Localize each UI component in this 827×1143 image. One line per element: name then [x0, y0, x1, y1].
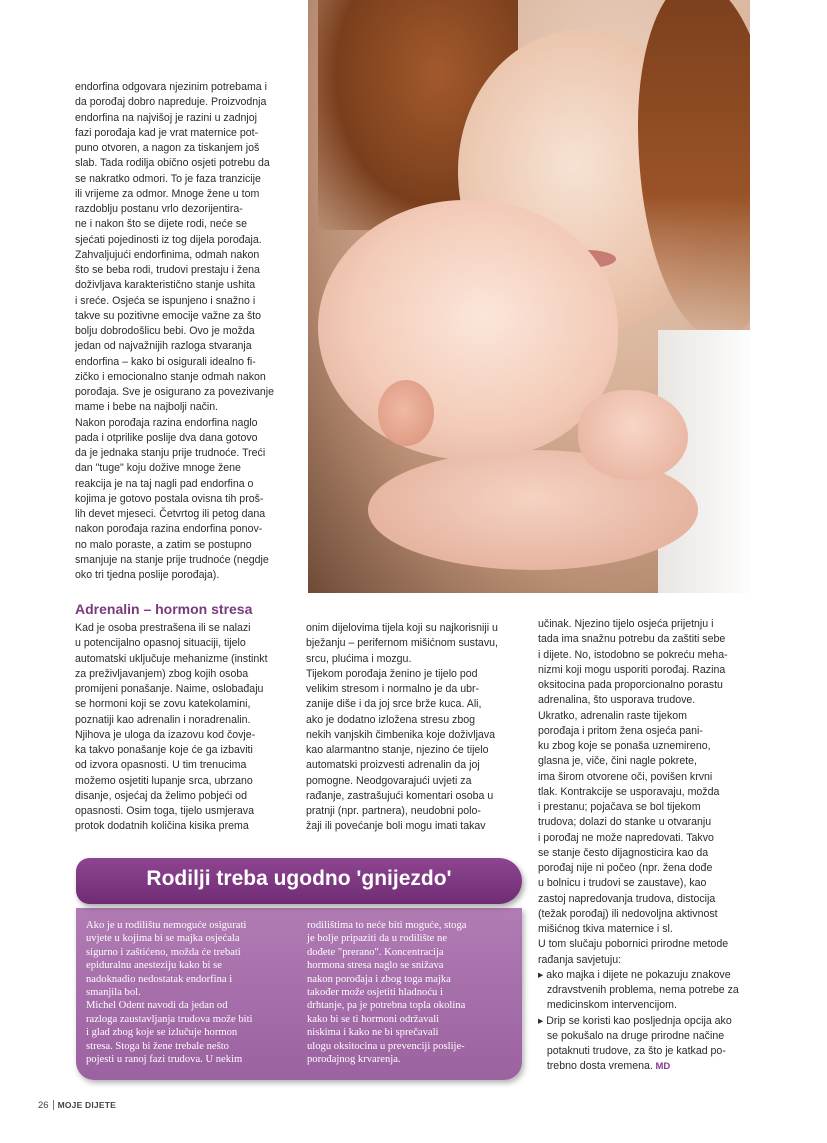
sidebar-box-column-2: rodilištima to neće biti moguće, stoga je bolje pripaziti da u rodilište ne dođete "prerano". Koncentracija hormona stresa naglo se snižava nakon porođaja i zbog toga majka također može osjetiti hladnoću i drhtanje, pa je potrebna topla okolina kako bi se ti hormoni održavali niskima i kako ne bi sprečavali ulogu oksitocina u prevenciji poslije- porođajnog krvarenja. — [307, 920, 467, 1066]
mother-baby-photo — [308, 0, 750, 593]
baby-hand — [578, 390, 688, 480]
sidebar-box-header — [76, 858, 522, 904]
page-footer — [38, 1100, 116, 1111]
article-column-3: učinak. Njezino tijelo osjeća prijetnju i tada ima snažnu potrebu da zaštiti sebe i dijete. No, istodobno se pokreću meha- nizmi koji mogu usporiti porođaj. Razina oksitocina pada proporcionalno porastu adrenalina, što usporava trudove. Ukratko, adrenalin raste tijekom porođaja i pritom žena osjeća pani- ku zbog koje se ponaša uznemireno, glasna je, viče, čini nagle pokrete, ima širom otvorene oči, povišen krvni tlak. Kontrakcije se usporavaju, možda i prestanu; pojačava se bol tijekom trudova; dolazi do stanke u otvaranju i porođaj ne može napredovati. Takvo se stanje često dijagnosticira kao da porođaj nije ni počeo (npr. žena dođe u bolnicu i trudovi se zaustave), kao zastoj napredovanja trudova, distocija (težak porođaj) ili nedovoljna aktivnost mišićnog tkiva maternice i sl. U tom slučaju pobornici prirodne metode rađanja savjetuju: ▸ ako majka i dijete ne pokazuju znakove zdravstvenih problema, nema potrebe za medicinskom intervencijom. ▸ Drip se koristi kao posljednja opcija ako se pokušalo na druge prirodne načine potaknuti trudove, za što je katkad po- trebno dosta vremena. MD — [538, 618, 739, 1073]
page-number: 26 — [38, 1100, 49, 1111]
baby-head — [318, 200, 618, 460]
footer-divider — [53, 1100, 54, 1110]
article-column-top: endorfina odgovara njezinim potrebama i da porođaj dobro napreduje. Proizvodnja endorfina na najvišoj je razini u zadnjoj fazi porođaja kad je vrat maternice pot- puno otvoren, a nagon za tiskanjem još slab. Tada rodilja obično osjeti potrebu da se nakratko odmori. To je faza tranzicije ili vrijeme za odmor. Mnoge žene u tom razdoblju postanu vrlo dezorijentira- ne i nakon što se dijete rodi, neće se sjećati pojedinosti iz tog dijela porođaja. Zahvaljujući endorfinima, odmah nakon što se beba rodi, trudovi prestaju i žena doživljava karakteristično stanje ushita i sreće. Osjeća se ispunjeno i snažno i takve su pozitivne emocije važne za što bolju dobrodošlicu bebi. Ovo je možda jedan od najvažnijih razloga stvaranja endorfina – kako bi osigurali idealno fi- zičko i emocionalno stanje odmah nakon porođaja. Sve je osigurano za povezivanje mame i bebe na najbolji način. Nakon porođaja razina endorfina naglo pada i otprilike poslije dva dana gotovo da je jednaka stanju prije trudnoće. Treći dan "tuge" koju dožive mnoge žene reakcija je na taj nagli pad endorfina o kojima je gotovo postala ovisna tih proš- lih devet mjeseci. Četvrtog ili petog dana nakon porođaja razina endorfina ponov- no malo poraste, a zatim se postupno smanjuje na stanje prije trudnoće (negdje oko tri tjedna poslije porođaja). — [75, 81, 275, 581]
article-column-2: onim dijelovima tijela koji su najkorisniji u bježanju – perifernom mišićnom sustavu, srcu, plućima i mozgu. Tijekom porođaja ženino je tijelo pod velikim stresom i normalno je da ubr- zanije diše i da joj srce brže kuca. Ali, ako je dodatno izložena stresu zbog nekih vanjskih čimbenika koje doživljava kao alarmantno stanje, njezino će tijelo automatski proizvesti adrenalin da joj pomogne. Neodgovarajući uvjeti za rađanje, zastrašujući komentari osoba u pratnji (npr. partnera), neudobni polo- žaji ili povećanje boli mogu imati takav — [306, 622, 498, 833]
sidebar-box-column-1: Ako je u rodilištu nemoguće osigurati uvjete u kojima bi se majka osjećala sigurno i zaštićeno, možda će trebati epiduralnu anesteziju kako bi se nadoknadio nedostatak endorfina i smanjila bol. Michel Odent navodi da jedan od razloga zaustavljanja trudova može biti i glad zbog koje se izlučuje hormon stresa. Stoga bi žene trebale nešto pojesti u ranoj fazi trudova. U nekim — [86, 920, 253, 1066]
author-signature: MD — [652, 1061, 671, 1073]
sidebar-box-title: Rodilji treba ugodno 'gnijezdo' — [146, 867, 452, 890]
section-heading: Adrenalin – hormon stresa — [75, 601, 253, 617]
magazine-name: MOJE DIJETE — [57, 1100, 116, 1110]
article-column-1: Kad je osoba prestrašena ili se nalazi u potencijalno opasnoj situaciji, tijelo automatski uključuje mehanizme (instinkt za preživljavanjem) zbog kojih osoba promijeni ponašanje. Naime, oslobađaju se hormoni koji se zovu katekolamini, poznatiji kao adrenalin i noradrenalin. Njihova je uloga da izazovu kod čovje- ka takvo ponašanje koje će ga izbaviti od izvora opasnosti. U tim trenucima možemo osjetiti lupanje srca, ubrzano disanje, osjećaj da želimo pobjeći od opasnosti. Osim toga, tijelo usmjerava protok dodatnih količina kisika prema — [75, 622, 268, 833]
baby-ear — [378, 380, 434, 446]
